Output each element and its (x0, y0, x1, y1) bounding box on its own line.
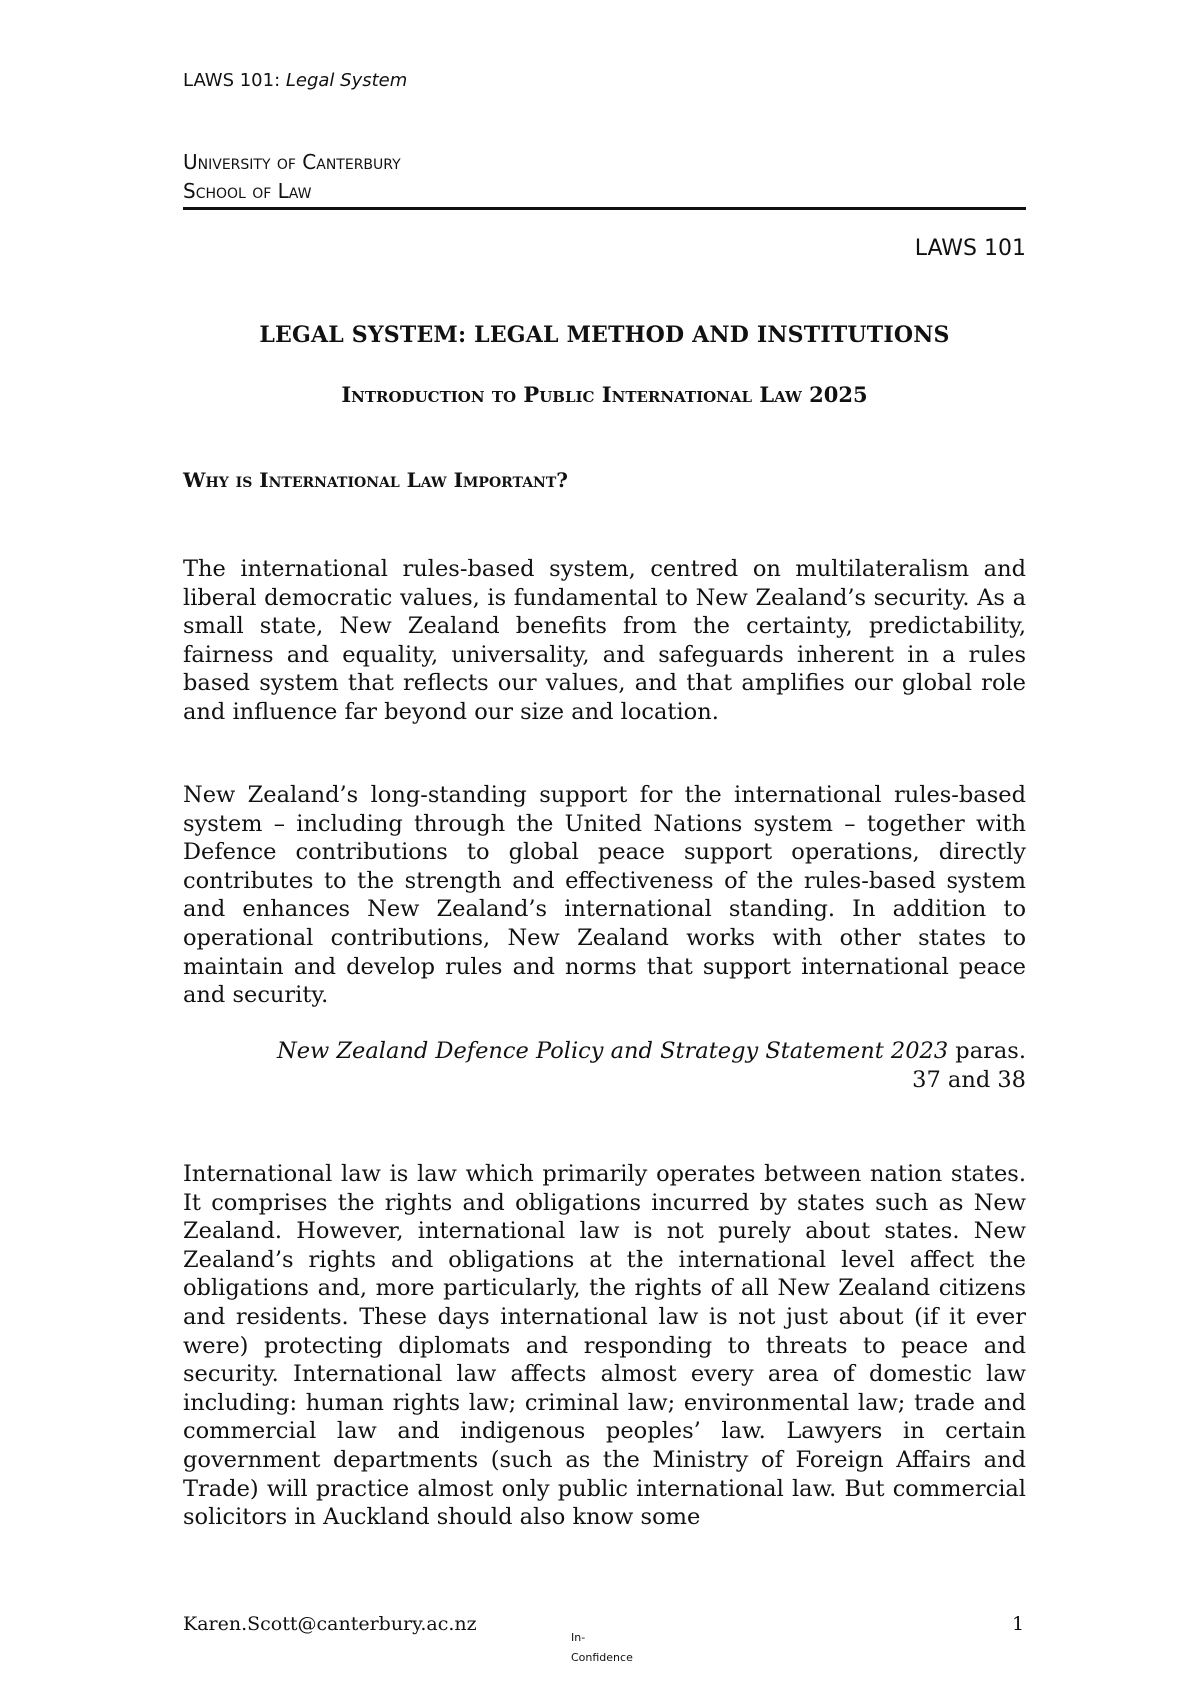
quote-paragraph-2: New Zealand’s long-standing support for the international rules-based system – including through the United Nations system – together with Defence contributions to global peace support operations, directly contributes to the strength and effectiveness of the rules-based system and enhances New Zealand’s international standing. In addition to operational contributions, New Zealand works with other states to maintain and develop rules and norms that support international peace and security. (183, 782, 1026, 1009)
running-header (183, 70, 407, 91)
page-number: 1 (1012, 1613, 1025, 1635)
section-heading: Why is International Law Important? (183, 468, 568, 492)
confidentiality-line-1: In- (571, 1631, 586, 1644)
confidentiality-label (571, 1628, 633, 1668)
school-name: School of Law (183, 179, 312, 203)
document-title: LEGAL SYSTEM: LEGAL METHOD AND INSTITUTIONS (259, 322, 950, 348)
quote-paragraph-1: The international rules-based system, centred on multilateralism and liberal democratic values, is fundamental to New Zealand’s security. As a small state, New Zealand benefits from the certainty, predictability, fairness and equality, universality, and safeguards inherent in a rules based system that reflects our values, and that amplifies our global role and influence far beyond our size and location. (183, 556, 1026, 725)
body-paragraph: International law is law which primarily operates between nation states. It comprises the rights and obligations incurred by states such as New Zealand. However, international law is not purely about states. New Zealand’s rights and obligations at the international level affect the obligations and, more particularly, the rights of all New Zealand citizens and residents. These days international law is not just about (if it ever were) protecting diplomats and responding to threats to peace and security. International law affects almost every area of domestic law including: human rights law; criminal law; environmental law; trade and commercial law and indigenous peoples’ law. Lawyers in certain government departments (such as the Ministry of Foreign Affairs and Trade) will practice almost only public international law. But commercial solicitors in Auckland should also know some (183, 1161, 1026, 1531)
document-subtitle: Introduction to Public International Law 2025 (341, 382, 868, 407)
citation-para-numbers: 37 and 38 (912, 1067, 1026, 1093)
university-name: University of Canterbury (183, 150, 401, 174)
confidentiality-line-2: Confidence (571, 1651, 633, 1664)
header-course-name: Legal System (285, 70, 408, 91)
course-code: LAWS 101 (914, 236, 1026, 261)
institution-block (183, 148, 1026, 210)
citation-paras: paras. (948, 1038, 1026, 1064)
quote-citation (183, 1037, 1026, 1095)
citation-source: New Zealand Defence Policy and Strategy Statement 2023 (277, 1038, 949, 1064)
footer-email: Karen.Scott@canterbury.ac.nz (183, 1613, 477, 1635)
header-course-code: LAWS 101: (183, 70, 286, 91)
